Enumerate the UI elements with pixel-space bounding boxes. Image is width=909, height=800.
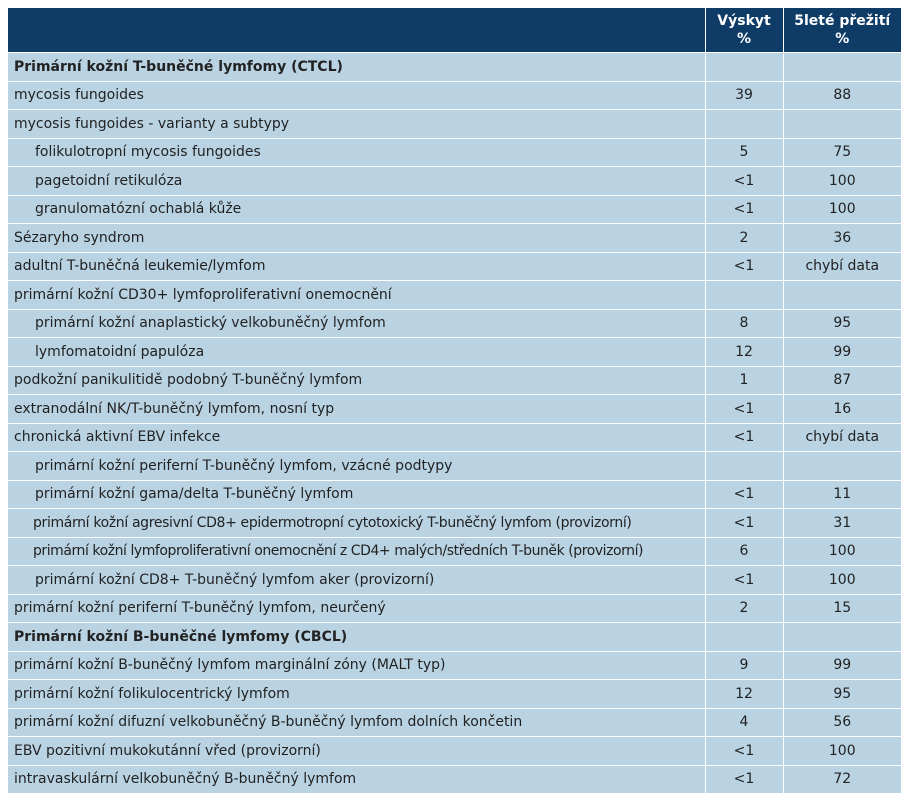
row-incidence: <1	[705, 480, 783, 509]
table-row	[8, 281, 901, 310]
row-survival: 72	[783, 765, 901, 794]
row-incidence	[705, 53, 783, 82]
table-row	[8, 252, 901, 281]
row-incidence: <1	[705, 737, 783, 766]
table-row	[8, 110, 901, 139]
row-survival: 100	[783, 566, 901, 595]
row-incidence: <1	[705, 252, 783, 281]
row-name: Primární kožní B-buněčné lymfomy (CBCL)	[8, 623, 705, 652]
row-incidence: <1	[705, 195, 783, 224]
row-incidence	[705, 110, 783, 139]
header-incidence-label: Výskyt	[717, 13, 771, 29]
row-survival: 88	[783, 81, 901, 110]
header-survival	[783, 8, 901, 53]
row-survival	[783, 452, 901, 481]
row-incidence: 8	[705, 309, 783, 338]
table-row	[8, 195, 901, 224]
row-name: mycosis fungoides - varianty a subtypy	[8, 110, 705, 139]
row-incidence: <1	[705, 395, 783, 424]
table-row	[8, 138, 901, 167]
table-row	[8, 452, 901, 481]
lymphoma-table-container	[8, 8, 901, 794]
table-row	[8, 566, 901, 595]
table-row	[8, 537, 901, 566]
row-incidence: 2	[705, 224, 783, 253]
row-survival: 75	[783, 138, 901, 167]
table-row	[8, 594, 901, 623]
row-survival: 100	[783, 537, 901, 566]
lymphoma-table	[8, 8, 901, 794]
header-incidence	[705, 8, 783, 53]
table-row	[8, 680, 901, 709]
row-name: primární kožní folikulocentrický lymfom	[8, 680, 705, 709]
header-diagnosis	[8, 8, 705, 53]
row-survival	[783, 623, 901, 652]
row-incidence: 9	[705, 651, 783, 680]
row-name: podkožní panikulitidě podobný T-buněčný lymfom	[8, 366, 705, 395]
row-name: chronická aktivní EBV infekce	[8, 423, 705, 452]
table-row	[8, 366, 901, 395]
row-incidence: 6	[705, 537, 783, 566]
row-survival: 99	[783, 338, 901, 367]
row-incidence: <1	[705, 765, 783, 794]
row-name: primární kožní CD8+ T-buněčný lymfom aker (provizorní)	[8, 566, 705, 595]
table-row	[8, 338, 901, 367]
table-row	[8, 651, 901, 680]
row-survival: 100	[783, 195, 901, 224]
row-name: primární kožní CD30+ lymfoproliferativní onemocnění	[8, 281, 705, 310]
table-row	[8, 309, 901, 338]
row-name: primární kožní B-buněčný lymfom marginální zóny (MALT typ)	[8, 651, 705, 680]
row-incidence: 4	[705, 708, 783, 737]
row-survival: chybí data	[783, 252, 901, 281]
table-row	[8, 423, 901, 452]
row-name: primární kožní gama/delta T-buněčný lymfom	[8, 480, 705, 509]
table-header-row	[8, 8, 901, 53]
row-incidence: 5	[705, 138, 783, 167]
row-name: folikulotropní mycosis fungoides	[8, 138, 705, 167]
row-name: lymfomatoidní papulóza	[8, 338, 705, 367]
row-survival: 15	[783, 594, 901, 623]
table-row	[8, 765, 901, 794]
row-survival: 16	[783, 395, 901, 424]
table-row	[8, 395, 901, 424]
table-row	[8, 708, 901, 737]
row-survival: 100	[783, 167, 901, 196]
row-survival: 36	[783, 224, 901, 253]
row-survival: 95	[783, 680, 901, 709]
row-name: Primární kožní T-buněčné lymfomy (CTCL)	[8, 53, 705, 82]
row-survival: chybí data	[783, 423, 901, 452]
header-survival-unit: %	[835, 31, 850, 47]
row-survival: 99	[783, 651, 901, 680]
row-name: pagetoidní retikulóza	[8, 167, 705, 196]
row-name: mycosis fungoides	[8, 81, 705, 110]
table-row	[8, 480, 901, 509]
row-incidence: <1	[705, 566, 783, 595]
row-incidence: 12	[705, 680, 783, 709]
row-survival: 95	[783, 309, 901, 338]
row-name: adultní T-buněčná leukemie/lymfom	[8, 252, 705, 281]
row-incidence: <1	[705, 167, 783, 196]
row-survival: 100	[783, 737, 901, 766]
row-incidence: <1	[705, 509, 783, 538]
row-survival: 87	[783, 366, 901, 395]
row-incidence: 1	[705, 366, 783, 395]
row-survival	[783, 53, 901, 82]
row-incidence: 12	[705, 338, 783, 367]
header-survival-label: 5leté přežití	[794, 13, 891, 29]
row-name: granulomatózní ochablá kůže	[8, 195, 705, 224]
row-survival: 11	[783, 480, 901, 509]
row-name: primární kožní agresivní CD8+ epidermotropní cytotoxický T-buněčný lymfom (provizorní)	[8, 509, 705, 538]
row-name: primární kožní periferní T-buněčný lymfom, neurčený	[8, 594, 705, 623]
header-incidence-unit: %	[736, 31, 752, 47]
row-name: primární kožní periferní T-buněčný lymfom, vzácné podtypy	[8, 452, 705, 481]
row-name: primární kožní anaplastický velkobuněčný lymfom	[8, 309, 705, 338]
row-name: intravaskulární velkobuněčný B-buněčný lymfom	[8, 765, 705, 794]
table-row	[8, 167, 901, 196]
row-name: primární kožní difuzní velkobuněčný B-buněčný lymfom dolních končetin	[8, 708, 705, 737]
table-row	[8, 737, 901, 766]
row-incidence: <1	[705, 423, 783, 452]
row-survival: 31	[783, 509, 901, 538]
row-incidence: 39	[705, 81, 783, 110]
row-survival	[783, 110, 901, 139]
row-name: EBV pozitivní mukokutánní vřed (provizorní)	[8, 737, 705, 766]
table-row	[8, 53, 901, 82]
row-incidence	[705, 281, 783, 310]
row-survival: 56	[783, 708, 901, 737]
row-incidence	[705, 623, 783, 652]
table-row	[8, 81, 901, 110]
table-row	[8, 509, 901, 538]
row-survival	[783, 281, 901, 310]
row-name: primární kožní lymfoproliferativní onemocnění z CD4+ malých/středních T-buněk (provizorní)	[8, 537, 705, 566]
table-row	[8, 224, 901, 253]
row-name: Sézaryho syndrom	[8, 224, 705, 253]
row-incidence	[705, 452, 783, 481]
row-name: extranodální NK/T-buněčný lymfom, nosní typ	[8, 395, 705, 424]
row-incidence: 2	[705, 594, 783, 623]
table-row	[8, 623, 901, 652]
